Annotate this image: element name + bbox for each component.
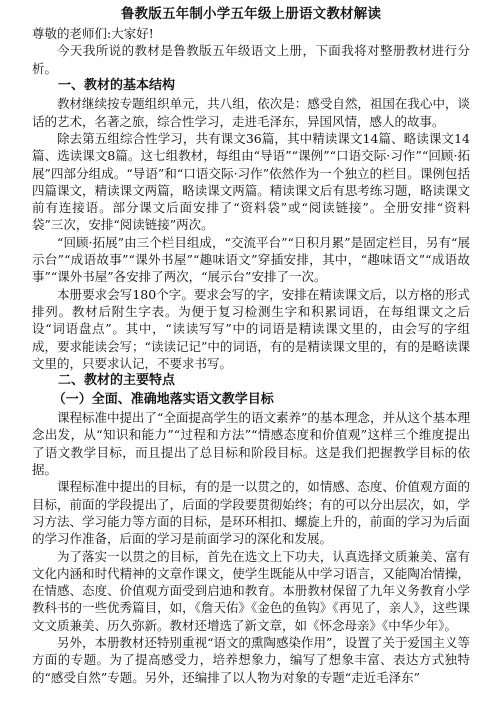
section-heading-structure: 一、教材的基本结构 bbox=[58, 77, 176, 93]
paragraph-influence: 另外，本册教材还特别重视“语文的熏陶感染作用”，设置了关于爱国主义等方面的专题。为了提高感受力，培养想象力，编写了想象丰富、表达方式独特的“感受自然”专题。另外，还编排了以人物为对象的专题“走近毛泽东” bbox=[32, 635, 470, 685]
greeting: 尊敬的老师们:大家好! bbox=[32, 26, 154, 41]
paragraph-review: “回顾·拓展”由三个栏目组成，“交流平台”“日积月累”是固定栏目，另有“展示台”“成语故事”“课外书屋”“趣味语文”穿插安排，其中，“趣味语文”“成语故事”“课外书屋”各安排了两次，“展示台”安排了一次。 bbox=[32, 234, 470, 285]
intro-paragraph: 今天我所说的教材是鲁教版五年级语文上册，下面我将对整册教材进行分析。 bbox=[32, 43, 470, 76]
document-title: 鲁教版五年制小学五年级上册语文教材解读 bbox=[120, 6, 382, 22]
paragraph-lessons: 除去第五组综合性学习，共有课文36篇，其中精读课文14篇、略读课文14篇、选读课文8篇。这七组教材，每组由“导语”“课例”“口语交际·习作”“回顾·拓展”四部分组成。“导语”和“口语交际·习作”依然作为一个独立的栏目。课例包括四篇课文，精读课文两篇，略读课文两篇。精读课文后有思考练习题，略读课文前有连接语。部分课文后面安排了“资料袋”或“阅读链接”。全册安排“资料袋”三次，安排“阅读链接”两次。 bbox=[32, 130, 470, 233]
paragraph-characters: 本册要求会写180个字。要求会写的字，安排在精读课文后，以方格的形式排列。教材后附生字表。为便于复习检测生字和积累词语，在每组课文之后设“词语盘点”。其中，“读读写写”中的词语是精读课文里的，由会写的字组成，要求能读会写；“读读记记”中的词语，有的是精读课文里的，有的是略读课文里的，只要求认记，不要求书写。 bbox=[32, 286, 470, 371]
paragraph-standards: 课程标准中提出了“全面提高学生的语文素养”的基本理念，并从这个基本理念出发，从“知识和能力”“过程和方法”“情感态度和价值观”这样三个维度提出了语文教学目标，而且提出了总目标和阶段目标。这是我们把握教学目标的依据。 bbox=[32, 410, 470, 478]
subsection-heading-goals: （一）全面、准确地落实语文教学目标 bbox=[52, 391, 274, 407]
section-heading-features: 二、教材的主要特点 bbox=[58, 373, 176, 389]
paragraph-selection: 为了落实一以贯之的目标，首先在选文上下功夫，认真选择文质兼美、富有文化内涵和时代精神的文章作课文，使学生既能从中学习语言，又能陶冶情操，在情感、态度、价值观方面受到启迪和教育。本册教材保留了九年义务教育小学教科书的一些优秀篇目，如，《詹天佑》《金色的鱼钩》《再见了，亲人》，这些课文文质兼美、历久弥新。教材还增选了新文章，如《怀念母亲》《中华少年》。 bbox=[32, 548, 470, 633]
paragraph-units: 教材继续按专题组织单元，共八组，依次是：感受自然，祖国在我心中，谈话的艺术，名著之旅，综合性学习，走进毛泽东，异国风情，感人的故事。 bbox=[32, 96, 470, 129]
paragraph-goal-levels: 课程标准中提出的目标，有的是一以贯之的，如情感、态度、价值观方面的目标，前面的学段提出了，后面的学段要贯彻始终；有的可以分出层次，如，学习方法、学习能力等方面的目标，是环环相扣、螺旋上升的，前面的学习为后面的学习作准备，后面的学习是前面学习的深化和发展。 bbox=[32, 479, 470, 547]
